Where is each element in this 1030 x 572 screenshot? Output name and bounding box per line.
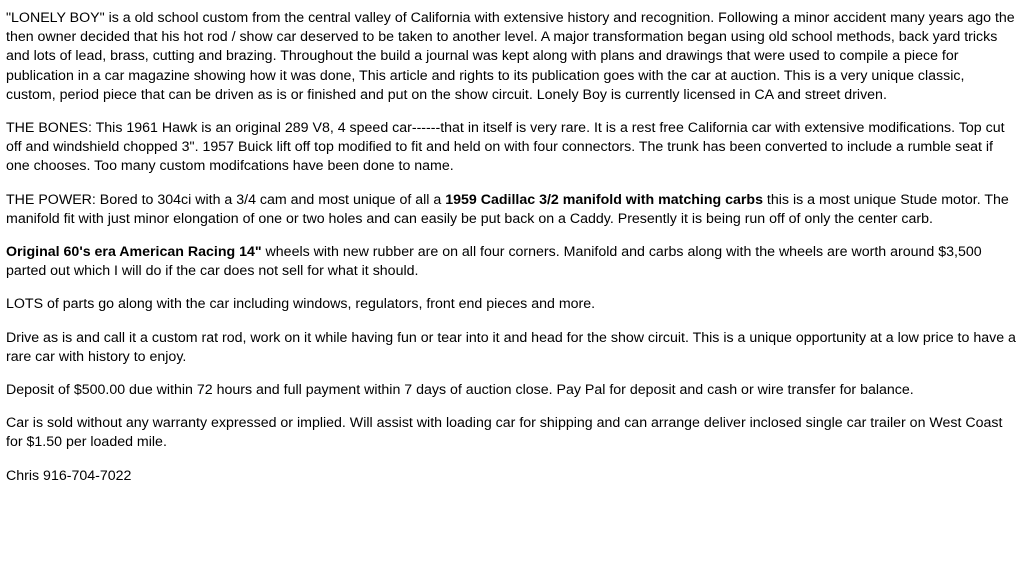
power-highlight: 1959 Cadillac 3/2 manifold with matching carbs [445,191,763,208]
power-text-end: this is a most unique Stude motor. The manifold fit with just minor elongation of one or two holes and can easily be put back on a Caddy. Presently it is being run off of only the center carb. [6,191,1009,227]
power-paragraph [6,191,1016,229]
warranty-paragraph: Car is sold without any warranty expressed or implied. Will assist with loading car for shipping and can arrange deliver inclosed single car trailer on West Coast for $1.50 per loaded mile. [6,415,1003,451]
wheels-text: wheels with new rubber are on all four corners. Manifold and carbs along with the wheels are worth around $3,500 parted out which I will do if the car does not sell for what it should. [6,244,982,280]
wheels-highlight: Original 60's era American Racing 14" [6,244,262,261]
deposit-paragraph: Deposit of $500.00 due within 72 hours and full payment within 7 days of auction close. Pay Pal for deposit and cash or wire transfer for balance. [6,382,914,399]
wheels-paragraph [6,243,1016,281]
listing-description [6,9,1016,500]
power-text-start: THE POWER: Bored to 304ci with a 3/4 cam and most unique of all a [6,191,446,208]
intro-paragraph: "LONELY BOY" is a old school custom from the central valley of California with extensive history and recognition. Following a minor accident many years ago the then owner decided that his hot rod / show car deserved to be taken to another level. A major transformation began using old school methods, back yard tricks and lots of lead, brass, cutting and brazing. Throughout the build a journal was kept along with plans and drawings that were used to compile a piece for publication in a car magazine showing how it was done, This article and rights to its publication goes with the car at auction. This is a very unique classic, custom, period piece that can be driven as is or finished and put on the show circuit. Lonely Boy is currently licensed in CA and street driven. [6,10,1015,103]
contact-line: Chris 916-704-7022 [6,467,132,484]
bones-paragraph: THE BONES: This 1961 Hawk is an original 289 V8, 4 speed car------that in itself is very rare. It is a rest free California car with extensive modifications. Top cut off and windshield chopped 3". 1957 Buick lift off top modified to fit and held on with four connectors. The trunk has been converted to include a rumble seat if one chooses. Too many custom modifcations have been done to name. [6,120,1005,175]
drive-paragraph: Drive as is and call it a custom rat rod, work on it while having fun or tear into it and head for the show circuit. This is a unique opportunity at a low price to have a rare car with history to enjoy. [6,329,1016,365]
parts-paragraph: LOTS of parts go along with the car including windows, regulators, front end pieces and more. [6,296,596,313]
